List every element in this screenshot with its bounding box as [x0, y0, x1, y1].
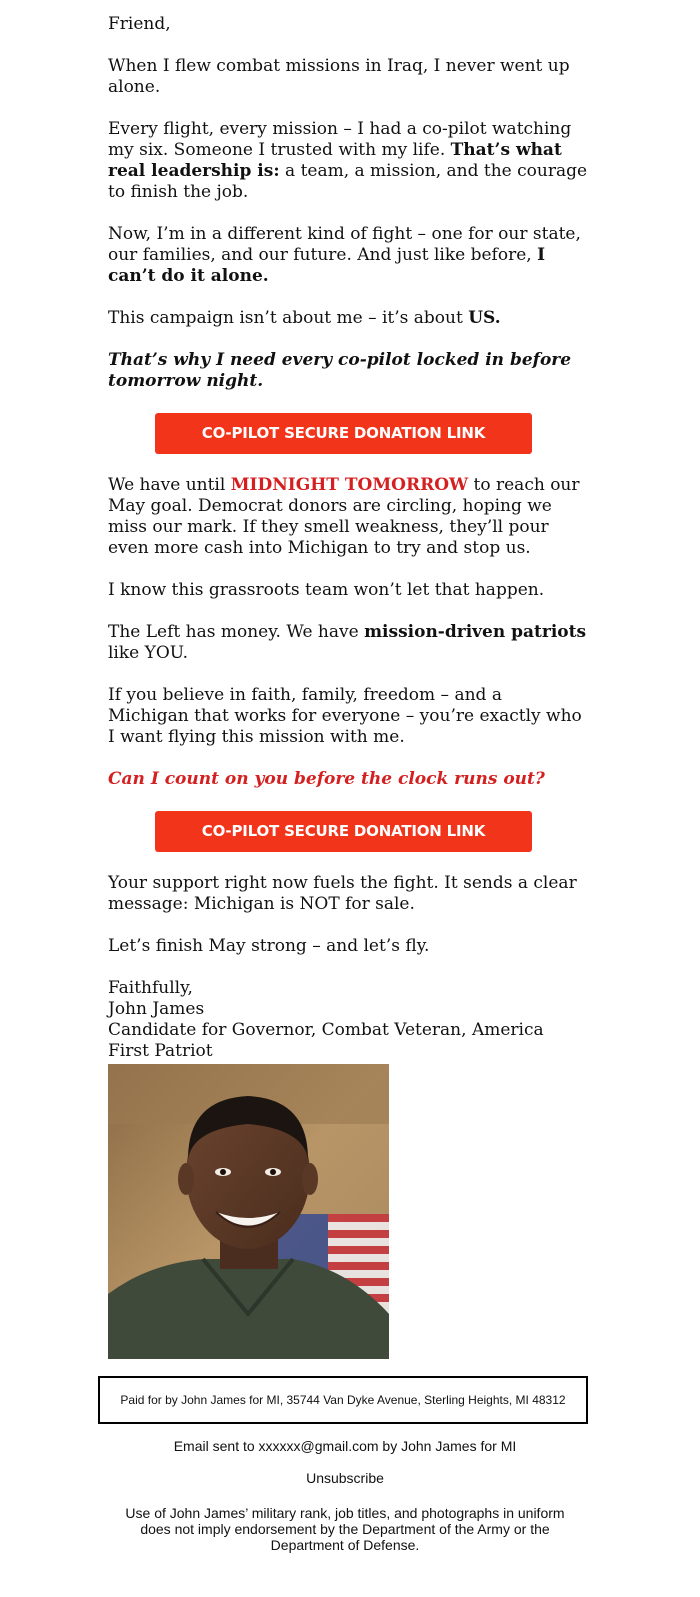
paragraph-1: When I flew combat missions in Iraq, I never went up alone.: [108, 56, 570, 97]
candidate-photo: [108, 1064, 389, 1359]
paid-for-disclaimer-box: [98, 1376, 588, 1424]
email-body: [108, 14, 588, 1062]
signer-title: Candidate for Governor, Combat Veteran, America First Patriot: [108, 1020, 544, 1061]
signer-name: John James: [108, 999, 205, 1019]
paragraph-7: I know this grassroots team won’t let that happen.: [108, 580, 545, 600]
candidate-portrait-image: [108, 1064, 389, 1359]
donate-button[interactable]: CO-PILOT SECURE DONATION LINK: [155, 811, 532, 852]
paragraph-5: That’s why I need every co-pilot locked in before tomorrow night.: [108, 350, 572, 391]
unsubscribe-link[interactable]: Unsubscribe: [306, 1470, 384, 1486]
unsubscribe-wrap: [100, 1470, 590, 1486]
paragraph-10: Can I count on you before the clock runs out?: [108, 769, 545, 789]
paragraph-11: Your support right now fuels the fight. It sends a clear message: Michigan is NOT for sale.: [108, 873, 577, 914]
paragraph-9: If you believe in faith, family, freedom – and a Michigan that works for everyone – you’re exactly who I want flying this mission with me.: [108, 685, 582, 747]
greeting: Friend,: [108, 14, 171, 34]
deadline-highlight: MIDNIGHT TOMORROW: [230, 475, 469, 495]
donate-button-1-wrap: [108, 413, 588, 454]
paragraph-8: The Left has money. We have mission-driven patriots like YOU.: [108, 622, 587, 663]
email-sent-to: Email sent to xxxxxx@gmail.com by John James for MI: [173, 1438, 517, 1454]
sign-off: Faithfully,: [108, 978, 193, 998]
paragraph-12: Let’s finish May strong – and let’s fly.: [108, 936, 430, 956]
military-disclaimer: Use of John James’ military rank, job titles, and photographs in uniform does not imply endorsement by the Department of the Army or the Department of Defense.: [125, 1505, 565, 1553]
paragraph-2: Every flight, every mission – I had a co-pilot watching my six. Someone I trusted with my life. That’s what real leadership is: a team, a mission, and the courage to finish the job.: [108, 119, 588, 202]
donate-button[interactable]: CO-PILOT SECURE DONATION LINK: [155, 413, 532, 454]
donate-button-2-wrap: [108, 811, 588, 852]
paragraph-3: Now, I’m in a different kind of fight – one for our state, our families, and our future. And just like before, I can’t do it alone.: [108, 224, 581, 286]
signature-block: [108, 978, 588, 1062]
paid-for-text: Paid for by John James for MI, 35744 Van Dyke Avenue, Sterling Heights, MI 48312: [120, 1393, 566, 1407]
paragraph-4: This campaign isn’t about me – it’s about US.: [108, 308, 501, 328]
paragraph-6: We have until MIDNIGHT TOMORROW to reach our May goal. Democrat donors are circling, hoping we miss our mark. If they smell weakness, they’ll pour even more cash into Michigan to try and stop us.: [108, 475, 580, 558]
